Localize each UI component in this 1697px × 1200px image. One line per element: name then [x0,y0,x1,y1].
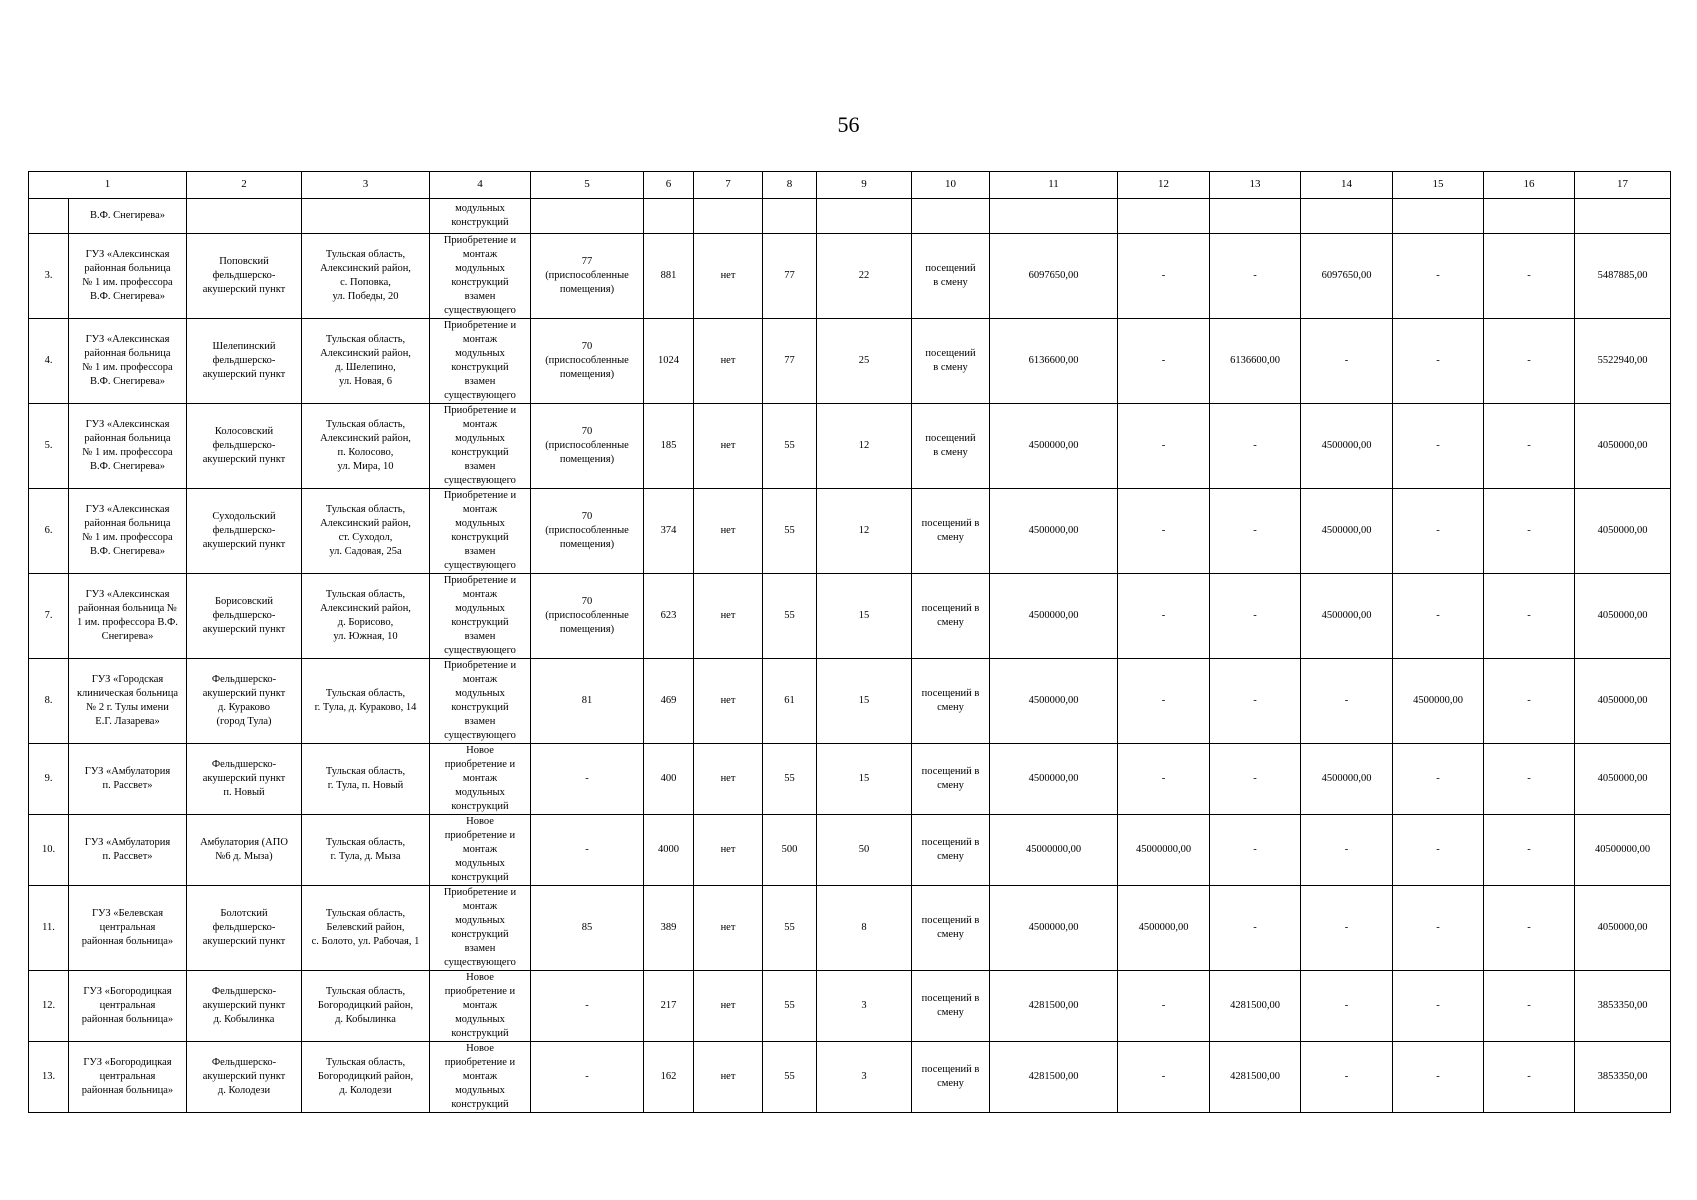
col17-cell: 5487885,00 [1575,234,1671,319]
total-cell: 45000000,00 [990,815,1118,886]
col17-cell: 4050000,00 [1575,886,1671,971]
page-number: 56 [837,112,860,137]
organization-cell: ГУЗ «Алексинская районная больница № 1 им. профессора В.Ф. Снегирева» [69,234,187,319]
action-cell: Приобретение и монтаж модульных конструкций взамен существующего [430,404,531,489]
total-cell: 4281500,00 [990,1042,1118,1113]
col16-cell: - [1484,1042,1575,1113]
facility-cell: Фельдшерско- акушерский пункт д. Кобылинка [187,971,302,1042]
col7-cell: нет [694,234,763,319]
area-cell: 70 (приспособленные помещения) [531,489,644,574]
col7-cell: нет [694,574,763,659]
unit-cell: посещений в смену [912,1042,990,1113]
address-cell: Тульская область, Алексинский район, с. Поповка, ул. Победы, 20 [302,234,430,319]
facility-cell: Поповский фельдшерско- акушерский пункт [187,234,302,319]
action-cell: модульных конструкций [430,199,531,234]
col9-cell: 3 [817,1042,912,1113]
col14-cell: 4500000,00 [1301,404,1393,489]
unit-cell: посещений в смену [912,744,990,815]
facility-cell [187,199,302,234]
col13-cell [1210,199,1301,234]
col13-cell: - [1210,815,1301,886]
column-header: 12 [1118,172,1210,199]
row-number-cell: 4. [29,319,69,404]
table-row [29,886,1671,971]
column-header: 17 [1575,172,1671,199]
col12-cell: 45000000,00 [1118,815,1210,886]
population-cell: 374 [644,489,694,574]
col13-cell: - [1210,404,1301,489]
col12-cell: - [1118,404,1210,489]
facility-cell: Суходольский фельдшерско- акушерский пункт [187,489,302,574]
action-cell: Новое приобретение и монтаж модульных конструкций [430,744,531,815]
row-number-cell: 6. [29,489,69,574]
table-row [29,319,1671,404]
unit-cell: посещений в смену [912,404,990,489]
action-cell: Приобретение и монтаж модульных конструкций взамен существующего [430,234,531,319]
col7-cell: нет [694,971,763,1042]
col15-cell: - [1393,886,1484,971]
col15-cell: - [1393,404,1484,489]
col8-cell: 77 [763,319,817,404]
col12-cell [1118,199,1210,234]
col8-cell: 61 [763,659,817,744]
total-cell: 6136600,00 [990,319,1118,404]
total-cell: 4500000,00 [990,404,1118,489]
table-row [29,971,1671,1042]
col17-cell: 4050000,00 [1575,659,1671,744]
column-header: 3 [302,172,430,199]
column-header: 4 [430,172,531,199]
address-cell: Тульская область, Алексинский район, д. Шелепино, ул. Новая, 6 [302,319,430,404]
action-cell: Приобретение и монтаж модульных конструкций взамен существующего [430,319,531,404]
col12-cell: - [1118,489,1210,574]
col9-cell: 8 [817,886,912,971]
col15-cell: - [1393,489,1484,574]
col7-cell: нет [694,404,763,489]
col13-cell: 4281500,00 [1210,1042,1301,1113]
area-cell: 70 (приспособленные помещения) [531,319,644,404]
col9-cell: 25 [817,319,912,404]
unit-cell: посещений в смену [912,659,990,744]
col17-cell: 4050000,00 [1575,744,1671,815]
address-cell: Тульская область, Богородицкий район, д. Колодези [302,1042,430,1113]
col16-cell: - [1484,319,1575,404]
address-cell: Тульская область, Алексинский район, п. Колосово, ул. Мира, 10 [302,404,430,489]
col12-cell: - [1118,659,1210,744]
population-cell: 185 [644,404,694,489]
organization-cell: В.Ф. Снегирева» [69,199,187,234]
action-cell: Приобретение и монтаж модульных конструкций взамен существующего [430,659,531,744]
col9-cell: 15 [817,574,912,659]
col17-cell: 3853350,00 [1575,971,1671,1042]
col8-cell: 55 [763,489,817,574]
action-cell: Приобретение и монтаж модульных конструкций взамен существующего [430,574,531,659]
organization-cell: ГУЗ «Богородицкая центральная районная больница» [69,971,187,1042]
table-row [29,574,1671,659]
col13-cell: 4281500,00 [1210,971,1301,1042]
area-cell: - [531,744,644,815]
col16-cell: - [1484,574,1575,659]
col15-cell: - [1393,234,1484,319]
col8-cell: 55 [763,1042,817,1113]
col13-cell: - [1210,234,1301,319]
organization-cell: ГУЗ «Амбулатория п. Рассвет» [69,815,187,886]
organization-cell: ГУЗ «Алексинская районная больница № 1 им. профессора В.Ф. Снегирева» [69,489,187,574]
column-header: 7 [694,172,763,199]
table-row [29,1042,1671,1113]
organization-cell: ГУЗ «Богородицкая центральная районная больница» [69,1042,187,1113]
col17-cell: 5522940,00 [1575,319,1671,404]
col15-cell: - [1393,1042,1484,1113]
column-number-row [29,172,1671,199]
area-cell: 81 [531,659,644,744]
col7-cell [694,199,763,234]
col16-cell: - [1484,815,1575,886]
col14-cell: - [1301,1042,1393,1113]
area-cell: 70 (приспособленные помещения) [531,404,644,489]
row-number-cell: 9. [29,744,69,815]
col17-cell: 4050000,00 [1575,489,1671,574]
action-cell: Приобретение и монтаж модульных конструкций взамен существующего [430,489,531,574]
table-row [29,744,1671,815]
address-cell: Тульская область, Богородицкий район, д. Кобылинка [302,971,430,1042]
col16-cell: - [1484,886,1575,971]
area-cell: 70 (приспособленные помещения) [531,574,644,659]
population-cell: 217 [644,971,694,1042]
col15-cell: - [1393,971,1484,1042]
action-cell: Приобретение и монтаж модульных конструкций взамен существующего [430,886,531,971]
col13-cell: - [1210,744,1301,815]
col12-cell: - [1118,319,1210,404]
col9-cell: 22 [817,234,912,319]
address-cell: Тульская область, Алексинский район, д. Борисово, ул. Южная, 10 [302,574,430,659]
facility-cell: Шелепинский фельдшерско- акушерский пункт [187,319,302,404]
col14-cell: - [1301,886,1393,971]
col9-cell: 15 [817,659,912,744]
unit-cell: посещений в смену [912,886,990,971]
organization-cell: ГУЗ «Белевская центральная районная больница» [69,886,187,971]
col17-cell: 40500000,00 [1575,815,1671,886]
row-number-cell: 8. [29,659,69,744]
unit-cell: посещений в смену [912,319,990,404]
col9-cell: 12 [817,404,912,489]
col8-cell: 55 [763,971,817,1042]
total-cell: 4281500,00 [990,971,1118,1042]
organization-cell: ГУЗ «Алексинская районная больница № 1 им. профессора В.Ф. Снегирева» [69,574,187,659]
continuation-row [29,199,1671,234]
col13-cell: - [1210,489,1301,574]
col14-cell: - [1301,971,1393,1042]
row-number-cell: 10. [29,815,69,886]
col14-cell [1301,199,1393,234]
organization-cell: ГУЗ «Алексинская районная больница № 1 им. профессора В.Ф. Снегирева» [69,319,187,404]
facility-cell: Фельдшерско- акушерский пункт п. Новый [187,744,302,815]
area-cell: 85 [531,886,644,971]
table-row [29,659,1671,744]
population-cell: 400 [644,744,694,815]
action-cell: Новое приобретение и монтаж модульных конструкций [430,1042,531,1113]
col7-cell: нет [694,744,763,815]
row-number-cell: 12. [29,971,69,1042]
table-row [29,489,1671,574]
facility-cell: Борисовский фельдшерско- акушерский пункт [187,574,302,659]
total-cell: 4500000,00 [990,886,1118,971]
area-cell: - [531,971,644,1042]
unit-cell [912,199,990,234]
col14-cell: 6097650,00 [1301,234,1393,319]
total-cell: 6097650,00 [990,234,1118,319]
col15-cell: - [1393,574,1484,659]
address-cell: Тульская область, г. Тула, д. Мыза [302,815,430,886]
col17-cell: 4050000,00 [1575,404,1671,489]
col9-cell: 3 [817,971,912,1042]
col8-cell: 55 [763,574,817,659]
area-cell: - [531,1042,644,1113]
col15-cell: - [1393,319,1484,404]
column-header: 15 [1393,172,1484,199]
col7-cell: нет [694,1042,763,1113]
col8-cell: 77 [763,234,817,319]
organization-cell: ГУЗ «Городская клиническая больница № 2 г. Тулы имени Е.Г. Лазарева» [69,659,187,744]
population-cell: 389 [644,886,694,971]
facility-cell: Фельдшерско- акушерский пункт д. Колодези [187,1042,302,1113]
facility-cell: Амбулатория (АПО №6 д. Мыза) [187,815,302,886]
row-number-cell: 7. [29,574,69,659]
total-cell: 4500000,00 [990,744,1118,815]
col13-cell: - [1210,659,1301,744]
col14-cell: - [1301,659,1393,744]
col15-cell: 4500000,00 [1393,659,1484,744]
row-number-cell: 11. [29,886,69,971]
col14-cell: - [1301,319,1393,404]
col14-cell: - [1301,815,1393,886]
col13-cell: - [1210,574,1301,659]
col12-cell: - [1118,1042,1210,1113]
column-header: 9 [817,172,912,199]
address-cell: Тульская область, Белевский район, с. Болото, ул. Рабочая, 1 [302,886,430,971]
population-cell: 1024 [644,319,694,404]
column-header: 6 [644,172,694,199]
row-number-cell: 3. [29,234,69,319]
column-header: 14 [1301,172,1393,199]
col13-cell: 6136600,00 [1210,319,1301,404]
col13-cell: - [1210,886,1301,971]
facilities-table [28,171,1671,1113]
col9-cell [817,199,912,234]
table-row [29,815,1671,886]
area-cell [531,199,644,234]
population-cell: 623 [644,574,694,659]
col7-cell: нет [694,659,763,744]
col17-cell [1575,199,1671,234]
facility-cell: Фельдшерско- акушерский пункт д. Кураково (город Тула) [187,659,302,744]
col17-cell: 4050000,00 [1575,574,1671,659]
unit-cell: посещений в смену [912,234,990,319]
row-number-cell: 13. [29,1042,69,1113]
population-cell [644,199,694,234]
column-header: 8 [763,172,817,199]
col12-cell: - [1118,574,1210,659]
action-cell: Новое приобретение и монтаж модульных конструкций [430,971,531,1042]
row-number-cell [29,199,69,234]
table-row [29,404,1671,489]
address-cell [302,199,430,234]
column-header: 11 [990,172,1118,199]
population-cell: 469 [644,659,694,744]
col16-cell: - [1484,744,1575,815]
column-header: 2 [187,172,302,199]
col15-cell: - [1393,815,1484,886]
col12-cell: - [1118,744,1210,815]
address-cell: Тульская область, Алексинский район, ст. Суходол, ул. Садовая, 25а [302,489,430,574]
area-cell: 77 (приспособленные помещения) [531,234,644,319]
col8-cell: 55 [763,886,817,971]
area-cell: - [531,815,644,886]
address-cell: Тульская область, г. Тула, д. Кураково, 14 [302,659,430,744]
total-cell [990,199,1118,234]
col8-cell: 55 [763,744,817,815]
col8-cell: 55 [763,404,817,489]
column-header: 16 [1484,172,1575,199]
col16-cell: - [1484,971,1575,1042]
column-header: 1 [29,172,187,199]
population-cell: 4000 [644,815,694,886]
col16-cell [1484,199,1575,234]
column-header: 5 [531,172,644,199]
col16-cell: - [1484,489,1575,574]
col9-cell: 15 [817,744,912,815]
col9-cell: 12 [817,489,912,574]
address-cell: Тульская область, г. Тула, п. Новый [302,744,430,815]
col16-cell: - [1484,404,1575,489]
column-header: 13 [1210,172,1301,199]
unit-cell: посещений в смену [912,815,990,886]
population-cell: 162 [644,1042,694,1113]
organization-cell: ГУЗ «Амбулатория п. Рассвет» [69,744,187,815]
population-cell: 881 [644,234,694,319]
total-cell: 4500000,00 [990,574,1118,659]
col8-cell: 500 [763,815,817,886]
col14-cell: 4500000,00 [1301,574,1393,659]
col12-cell: - [1118,971,1210,1042]
table-row [29,234,1671,319]
col14-cell: 4500000,00 [1301,489,1393,574]
col14-cell: 4500000,00 [1301,744,1393,815]
row-number-cell: 5. [29,404,69,489]
unit-cell: посещений в смену [912,971,990,1042]
col7-cell: нет [694,815,763,886]
unit-cell: посещений в смену [912,489,990,574]
unit-cell: посещений в смену [912,574,990,659]
col9-cell: 50 [817,815,912,886]
col12-cell: - [1118,234,1210,319]
column-header: 10 [912,172,990,199]
col15-cell [1393,199,1484,234]
col15-cell: - [1393,744,1484,815]
col7-cell: нет [694,489,763,574]
col12-cell: 4500000,00 [1118,886,1210,971]
action-cell: Новое приобретение и монтаж модульных конструкций [430,815,531,886]
col8-cell [763,199,817,234]
total-cell: 4500000,00 [990,489,1118,574]
col7-cell: нет [694,319,763,404]
col16-cell: - [1484,659,1575,744]
facility-cell: Болотский фельдшерско- акушерский пункт [187,886,302,971]
col16-cell: - [1484,234,1575,319]
col7-cell: нет [694,886,763,971]
organization-cell: ГУЗ «Алексинская районная больница № 1 им. профессора В.Ф. Снегирева» [69,404,187,489]
total-cell: 4500000,00 [990,659,1118,744]
col17-cell: 3853350,00 [1575,1042,1671,1113]
facility-cell: Колосовский фельдшерско- акушерский пункт [187,404,302,489]
